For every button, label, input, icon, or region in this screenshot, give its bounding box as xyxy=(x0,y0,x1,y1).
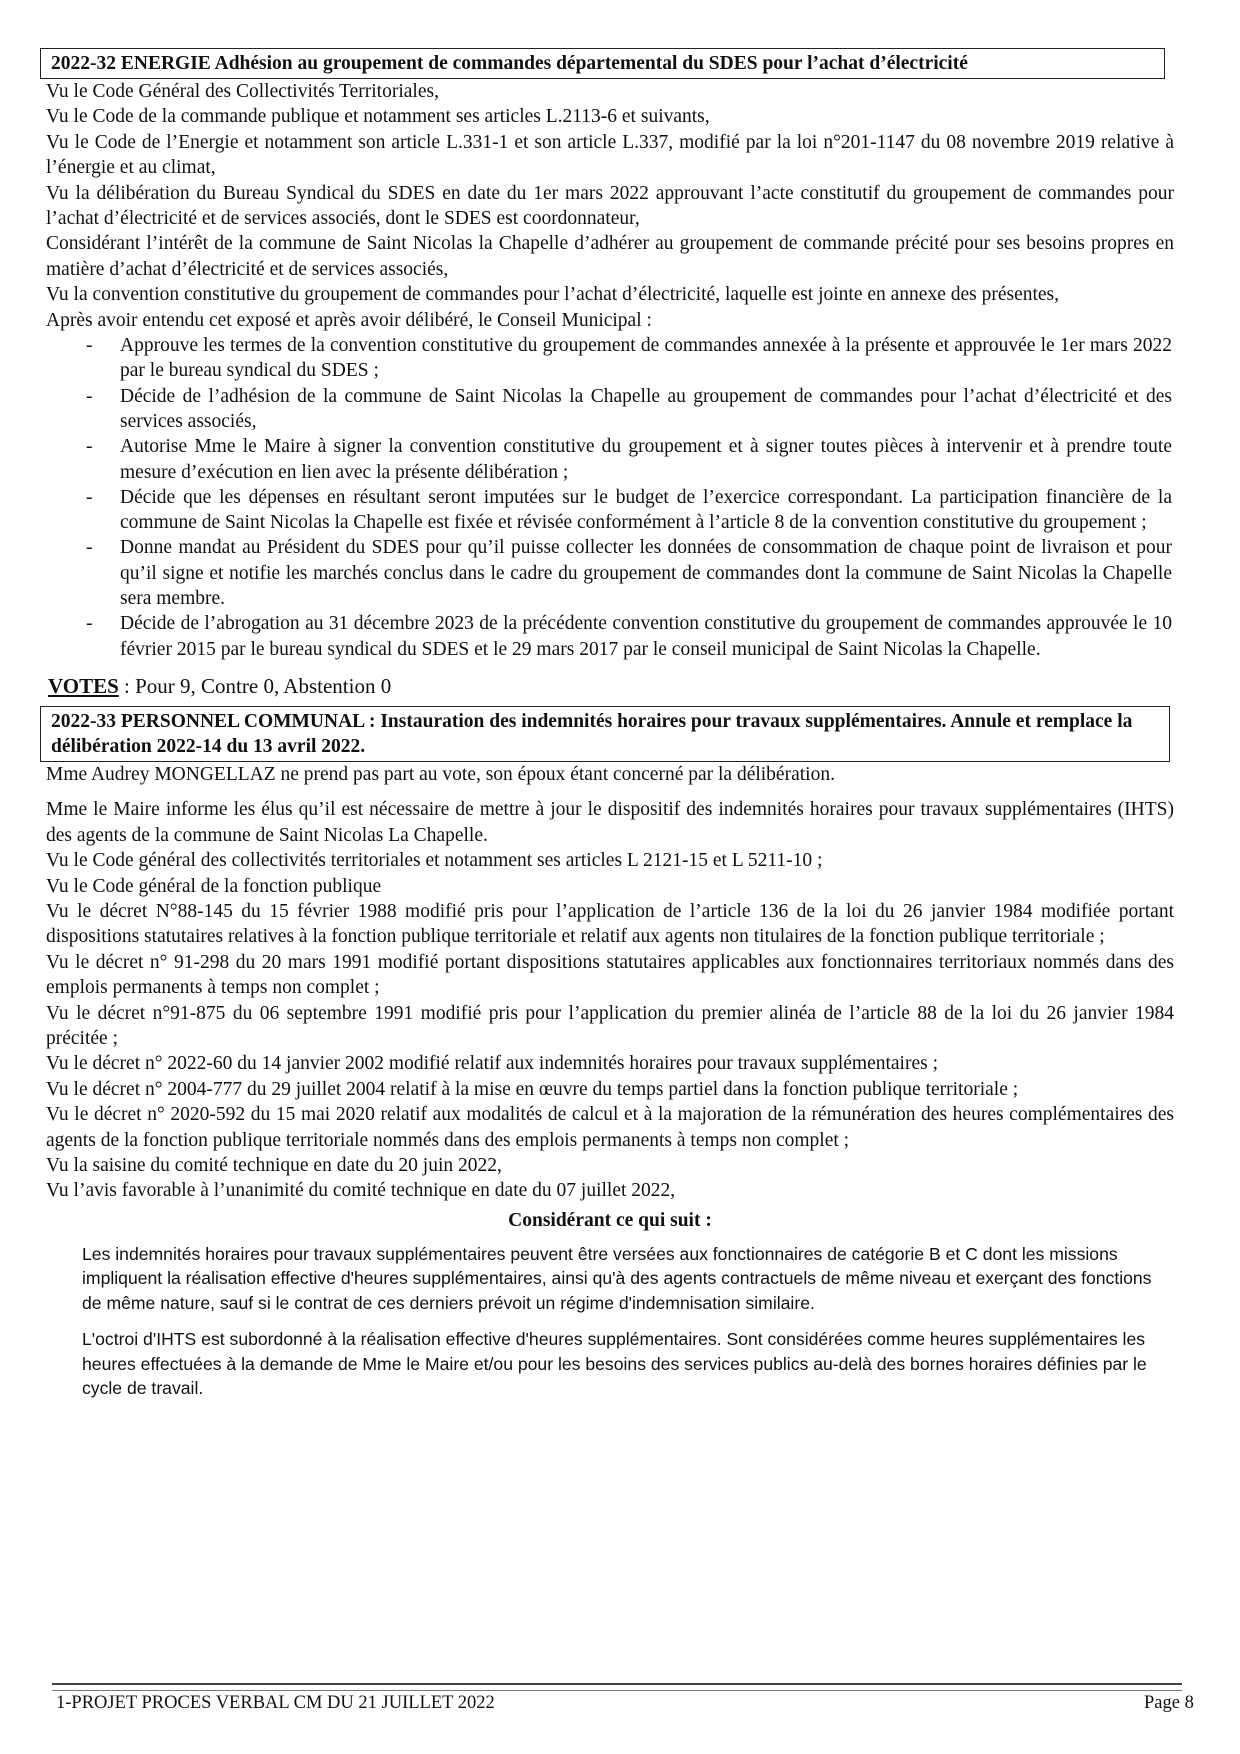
vu-line: Vu le décret n° 2022-60 du 14 janvier 2002 modifié relatif aux indemnités horaires pour travaux supplémentaires ; xyxy=(46,1053,938,1075)
votes-line xyxy=(48,672,1180,700)
page-number: Page 8 xyxy=(1144,1693,1194,1713)
vu-line: Vu le Code général de la fonction publique xyxy=(46,875,382,897)
abstention-note: Mme Audrey MONGELLAZ ne prend pas part au vote, son époux étant concerné par la délibération. xyxy=(46,763,835,785)
vu-line: Vu le décret n° 91-298 du 20 mars 1991 modifié portant dispositions statutaires applicables aux fonctionnaires territoriaux nommés dans des emplois permanents à temps non complet ; xyxy=(46,951,1174,999)
decision-item: - Approuve les termes de la convention constitutive du groupement de commandes annexée à la présente et approuvée le 1er mars 2022 par le bureau syndical du SDES ; xyxy=(120,333,1172,384)
vu-line: Vu la saisine du comité technique en date du 20 juin 2022, xyxy=(46,1155,502,1177)
footer-document-title: 1-PROJET PROCES VERBAL CM DU 21 JUILLET 2022 xyxy=(56,1693,495,1713)
decision-item: - Décide de l’abrogation au 31 décembre 2023 de la précédente convention constitutive du groupement de commandes approuvée le 10 février 2015 par le bureau syndical du SDES et le 29 mars 2017 par le conseil municipal de Saint Nicolas la Chapelle. xyxy=(120,611,1172,662)
vu-line: Vu la convention constitutive du groupement de commandes pour l’achat d’électricité, laquelle est jointe en annexe des présentes, xyxy=(46,284,1060,306)
considerant-heading: Considérant ce qui suit : xyxy=(508,1209,712,1231)
footer-divider xyxy=(52,1683,1182,1691)
vu-line: Vu le Code de l’Energie et notamment son article L.331-1 et son article L.337, modifié par la loi n°201-1147 du 08 novembre 2019 relative à l’énergie et au climat, xyxy=(46,131,1174,179)
vu-line: Vu le Code de la commande publique et notamment ses articles L.2113-6 et suivants, xyxy=(46,106,710,128)
section1-vus xyxy=(40,79,1180,333)
votes-result: : Pour 9, Contre 0, Abstention 0 xyxy=(118,673,392,698)
vu-line: Vu le Code général des collectivités territoriales et notamment ses articles L 2121-15 et L 5211-10 ; xyxy=(46,850,823,872)
decision-list xyxy=(40,333,1180,662)
vu-line: Vu le décret N°88-145 du 15 février 1988 modifié pris pour l’application de l’article 136 de la loi du 26 janvier 1984 modifiée portant dispositions statutaires relatives à la fonction publique territoriale et relatif aux agents non titulaires de la fonction publique territoriale ; xyxy=(46,900,1174,948)
section2-vus xyxy=(40,848,1180,1204)
section-title-energie: 2022-32 ENERGIE Adhésion au groupement de commandes départemental du SDES pour l’achat d’électricité xyxy=(40,48,1165,79)
decision-item: - Décide que les dépenses en résultant seront imputées sur le budget de l’exercice correspondant. La participation financière de la commune de Saint Nicolas la Chapelle est fixée et révisée conformément à l’article 8 de la convention constitutive du groupement ; xyxy=(120,485,1172,536)
decision-item: - Autorise Mme le Maire à signer la convention constitutive du groupement et à signer toutes pièces à intervenir et à prendre toute mesure d’exécution en lien avec la présente délibération ; xyxy=(120,434,1172,485)
vu-line: Vu le décret n° 2020-592 du 15 mai 2020 relatif aux modalités de calcul et à la majoration de la rémunération des heures complémentaires des agents de la fonction publique territoriale nommés dans des emplois permanents à temps non complet ; xyxy=(46,1104,1174,1151)
vu-line: Vu la délibération du Bureau Syndical du SDES en date du 1er mars 2022 approuvant l’acte constitutif du groupement de commandes pour l’achat d’électricité et de services associés, dont le SDES est coordonnateur, xyxy=(46,182,1174,230)
considerant-paragraph: Les indemnités horaires pour travaux supplémentaires peuvent être versées aux fonctionnaires de catégorie B et C dont les missions impliquent la réalisation effective d'heures supplémentaires, ainsi qu'à des agents contractuels de même niveau et exerçant des fonctions de même nature, sauf si le contrat de ces derniers prévoit un régime d'indemnisation similaire. xyxy=(82,1243,1152,1313)
vu-line: Vu le Code Général des Collectivités Territoriales, xyxy=(46,81,439,102)
document-page xyxy=(40,48,1180,1401)
decision-item: - Décide de l’adhésion de la commune de Saint Nicolas la Chapelle au groupement de commandes pour l’achat d’électricité et des services associés, xyxy=(120,384,1172,435)
section-title-personnel: 2022-33 PERSONNEL COMMUNAL : Instauration des indemnités horaires pour travaux supplémentaires. Annule et remplace la délibération 2022-14 du 13 avril 2022. xyxy=(40,706,1170,762)
apres-deliberation-line: Après avoir entendu cet exposé et après avoir délibéré, le Conseil Municipal : xyxy=(46,309,652,331)
decision-item: - Donne mandat au Président du SDES pour qu’il puisse collecter les données de consommation de chaque point de livraison et pour qu’il signe et notifie les marchés conclus dans le cadre du groupement de commandes dont la commune de Saint Nicolas la Chapelle sera membre. xyxy=(120,535,1172,611)
intro-paragraph: Mme le Maire informe les élus qu’il est nécessaire de mettre à jour le dispositif des indemnités horaires pour travaux supplémentaires (IHTS) des agents de la commune de Saint Nicolas La Chapelle. xyxy=(46,799,1174,846)
vu-line: Vu l’avis favorable à l’unanimité du comité technique en date du 07 juillet 2022, xyxy=(46,1180,676,1202)
considerant-line: Considérant l’intérêt de la commune de Saint Nicolas la Chapelle d’adhérer au groupement de commande précité pour ses besoins propres en matière d’achat d’électricité et de services associés, xyxy=(46,233,1174,280)
votes-label: VOTES xyxy=(48,673,119,698)
considerant-paragraph: L'octroi d'IHTS est subordonné à la réalisation effective d'heures supplémentaires. Sont considérées comme heures supplémentaires les heures effectuées à la demande de Mme le Maire et/ou pour les besoins des services publics au-delà des bornes horaires définies par le cycle de travail. xyxy=(82,1329,1147,1399)
vu-line: Vu le décret n° 2004-777 du 29 juillet 2004 relatif à la mise en œuvre du temps partiel dans la fonction publique territoriale ; xyxy=(46,1078,1019,1100)
vu-line: Vu le décret n°91-875 du 06 septembre 1991 modifié pris pour l’application du premier alinéa de l’article 88 de la loi du 26 janvier 1984 précitée ; xyxy=(46,1002,1174,1049)
